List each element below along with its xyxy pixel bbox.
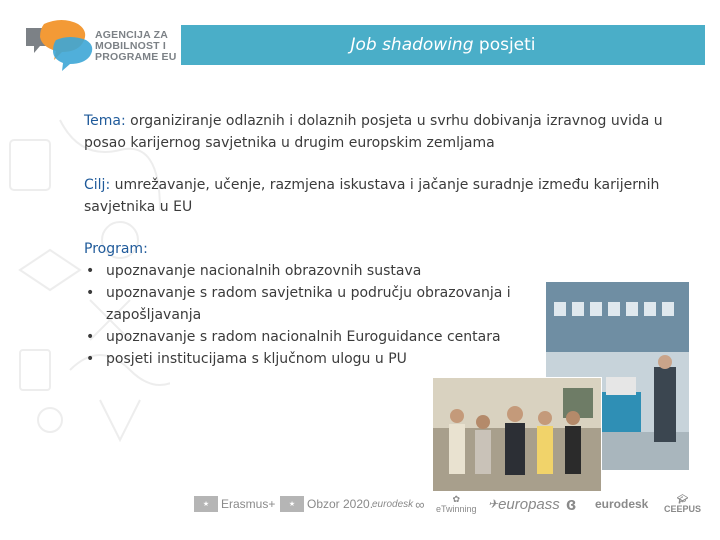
eurodesk-label: eurodesk — [595, 497, 649, 511]
title-italic: Job shadowing — [350, 35, 474, 55]
partner-logos-footer — [190, 492, 710, 516]
bullet-icon: • — [86, 329, 95, 345]
graduation-cap-icon: 🎓︎ — [676, 494, 689, 504]
e8-logo-icon: ɞ — [566, 493, 577, 514]
eu-flag-icon: ★ — [280, 496, 304, 512]
eu-flag-icon: ★ — [194, 496, 218, 512]
logo-line: AGENCIJA ZA — [95, 29, 168, 41]
europass-logo — [488, 492, 560, 516]
list-item — [84, 282, 546, 326]
list-item — [84, 260, 694, 282]
cilj-label: Cilj: — [84, 177, 111, 193]
list-item-text: posjeti institucijama s ključnom ulogu u PU — [106, 351, 407, 367]
youth-logo — [566, 492, 576, 516]
etwinning-label: eTwinning — [436, 504, 477, 514]
bullet-icon: • — [86, 263, 95, 279]
logo-line: MOBILNOST I — [95, 40, 167, 52]
ceepus-logo — [664, 492, 701, 516]
group-photo — [432, 377, 602, 492]
agency-logo-text — [95, 30, 177, 63]
tema-paragraph — [84, 110, 694, 154]
slide-title — [350, 35, 535, 55]
speech-bubbles-icon — [22, 18, 97, 72]
list-item-text: upoznavanje s radom nacionalnih Euroguidance centara — [106, 329, 501, 345]
eurodesk-logo — [595, 492, 648, 516]
logo-line: PROGRAME EU — [95, 51, 177, 63]
infinity-icon: ∞ — [415, 496, 425, 512]
tema-label: Tema: — [84, 113, 126, 129]
list-item-text: upoznavanje nacionalnih obrazovnih sustava — [106, 263, 422, 279]
eurodesk-small-label: eurodesk — [372, 498, 414, 510]
cilj-text: umrežavanje, učenje, razmjena iskustava i jačanje suradnje između karijernih savjetnika u EU — [84, 177, 660, 215]
ceepus-label: CEEPUS — [664, 504, 702, 514]
tema-text: organiziranje odlaznih i dolaznih posjeta u svrhu dobivanja izravnog uvida u posao karijernog savjetnika u drugim europskim zemljama — [84, 113, 663, 151]
list-item-text: upoznavanje s radom savjetnika u području obrazovanja i zapošljavanja — [106, 285, 511, 323]
europass-swoosh-icon: ✈ — [488, 497, 499, 511]
title-bar — [178, 25, 705, 65]
bullet-icon: • — [86, 285, 95, 301]
obzor-logo — [280, 492, 373, 516]
erasmus-label: Erasmus+ — [221, 497, 276, 511]
europass-label: europass — [498, 495, 560, 513]
etwinning-mark-icon: ✿ — [452, 494, 461, 504]
title-rest: posjeti — [473, 35, 536, 55]
etwinning-logo — [436, 492, 477, 516]
bullet-icon: • — [86, 351, 95, 367]
obzor-label: Obzor 2020. — [307, 497, 374, 511]
program-label: Program: — [84, 241, 148, 257]
erasmus-logo — [194, 492, 275, 516]
cilj-paragraph — [84, 174, 694, 218]
eurodesk-small-logo — [372, 492, 424, 516]
